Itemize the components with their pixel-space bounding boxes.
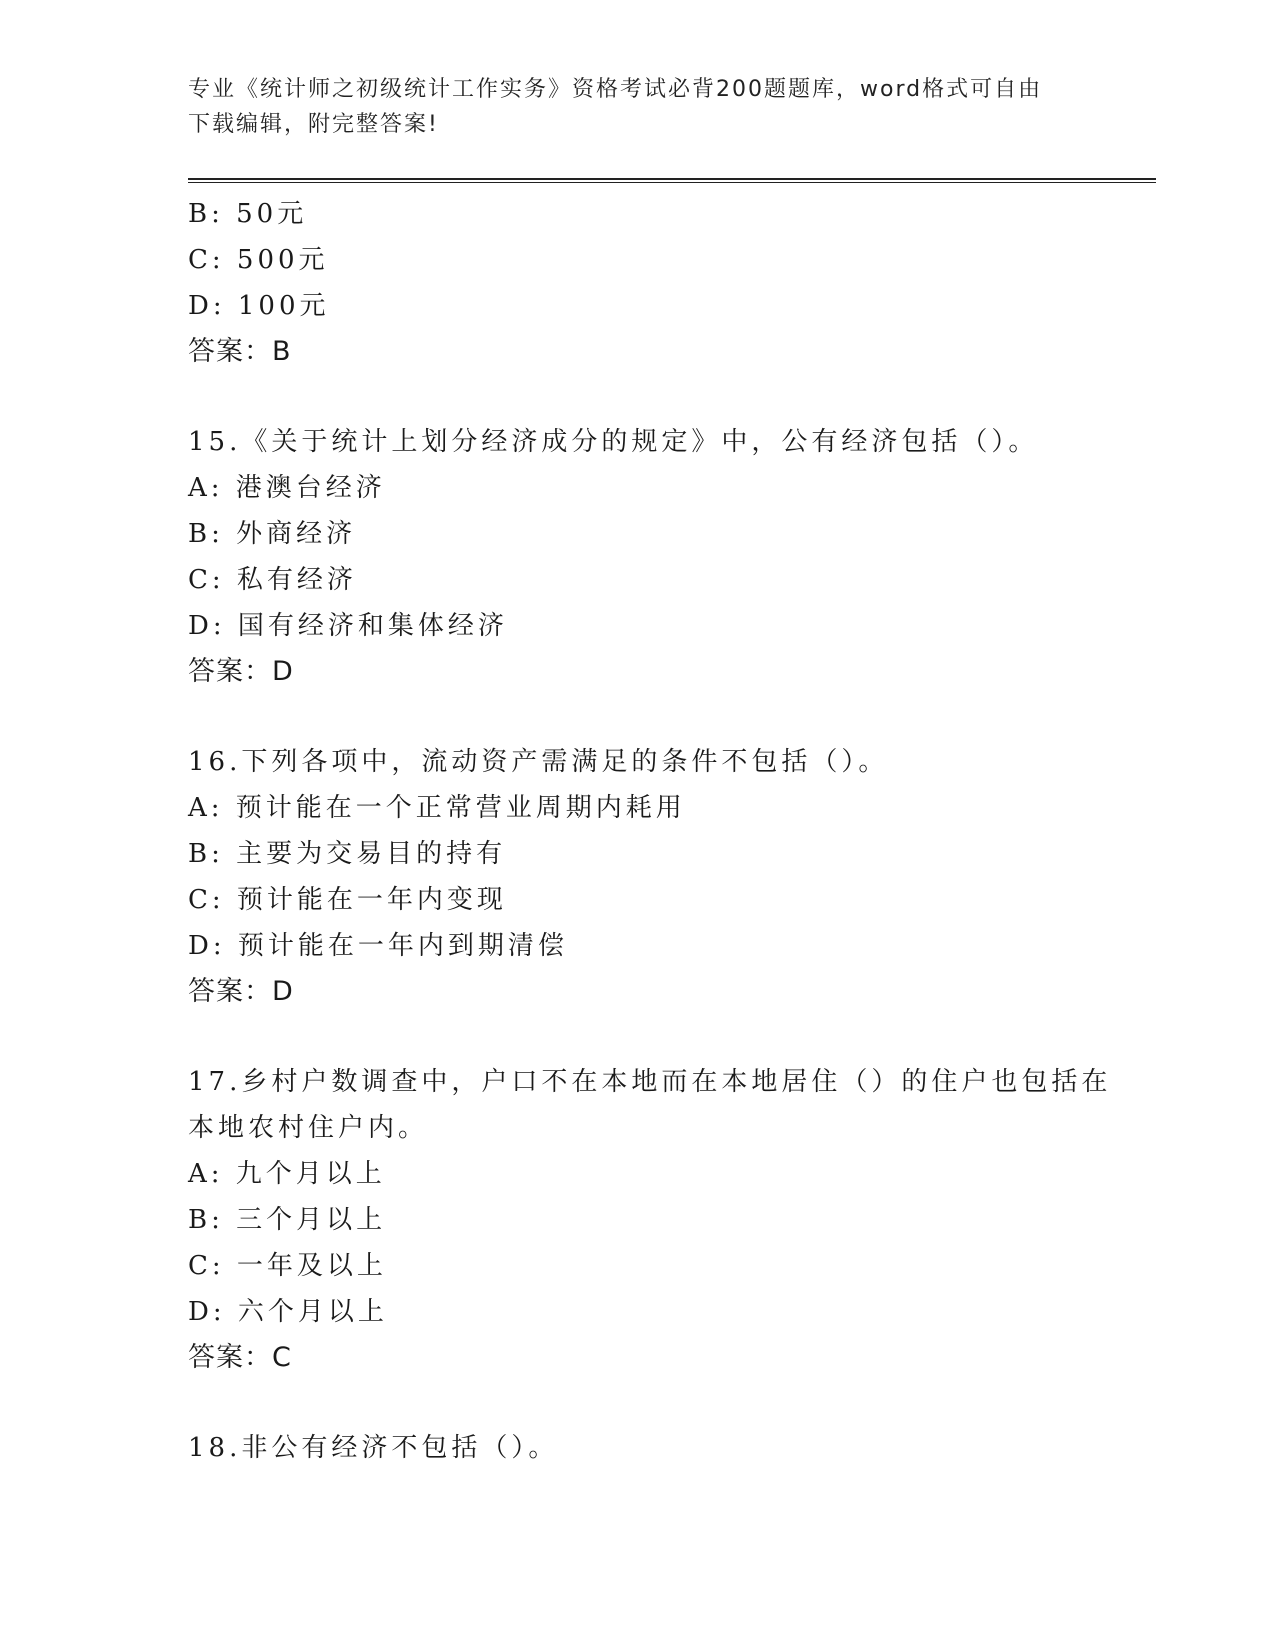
question-15 <box>188 419 1088 695</box>
option-c: C: 500元 <box>188 245 329 275</box>
option-b: B: 主要为交易目的持有 <box>188 839 507 869</box>
document-header <box>188 72 1068 142</box>
question-18 <box>188 1425 1088 1471</box>
question-stem: 18.非公有经济不包括（）。 <box>188 1433 559 1463</box>
option-d: D: 六个月以上 <box>188 1297 388 1327</box>
option-b: B: 三个月以上 <box>188 1205 387 1235</box>
question-stem: 16.下列各项中，流动资产需满足的条件不包括（）。 <box>188 747 889 777</box>
option-a: A: 九个月以上 <box>188 1159 386 1189</box>
option-b: B: 外商经济 <box>188 519 357 549</box>
answer-label: 答案：C <box>188 1342 292 1373</box>
option-c: C: 一年及以上 <box>188 1251 387 1281</box>
spacer <box>188 1015 1088 1059</box>
option-d: D: 100元 <box>188 291 330 321</box>
spacer <box>188 1381 1088 1425</box>
question-stem-line-2: 本地农村住户内。 <box>188 1113 429 1143</box>
header-line-1: 专业《统计师之初级统计工作实务》资格考试必背200题题库，word格式可自由 <box>188 77 1043 102</box>
question-list <box>188 191 1112 1471</box>
header-divider-thick <box>188 178 1156 180</box>
option-c: C: 预计能在一年内变现 <box>188 885 507 915</box>
spacer <box>188 695 1088 739</box>
question-17 <box>188 1059 1112 1381</box>
option-b: B: 50元 <box>188 199 308 229</box>
option-d: D: 预计能在一年内到期清偿 <box>188 931 568 961</box>
question-stem: 15.《关于统计上划分经济成分的规定》中，公有经济包括（）。 <box>188 427 1039 457</box>
question-stem-line-1: 17.乡村户数调查中，户口不在本地而在本地居住（）的住户也包括在 <box>188 1067 1112 1097</box>
answer-label: 答案：D <box>188 976 294 1007</box>
option-a: A: 预计能在一个正常营业周期内耗用 <box>188 793 686 823</box>
option-a: A: 港澳台经济 <box>188 473 386 503</box>
spacer <box>188 375 1088 419</box>
question-16 <box>188 739 1088 1015</box>
option-c: C: 私有经济 <box>188 565 357 595</box>
question-14 <box>188 191 1088 375</box>
header-line-2: 下载编辑，附完整答案! <box>188 112 439 137</box>
option-d: D: 国有经济和集体经济 <box>188 611 508 641</box>
answer-label: 答案：D <box>188 656 294 687</box>
header-divider-thin <box>188 182 1156 183</box>
answer-label: 答案：B <box>188 336 292 367</box>
